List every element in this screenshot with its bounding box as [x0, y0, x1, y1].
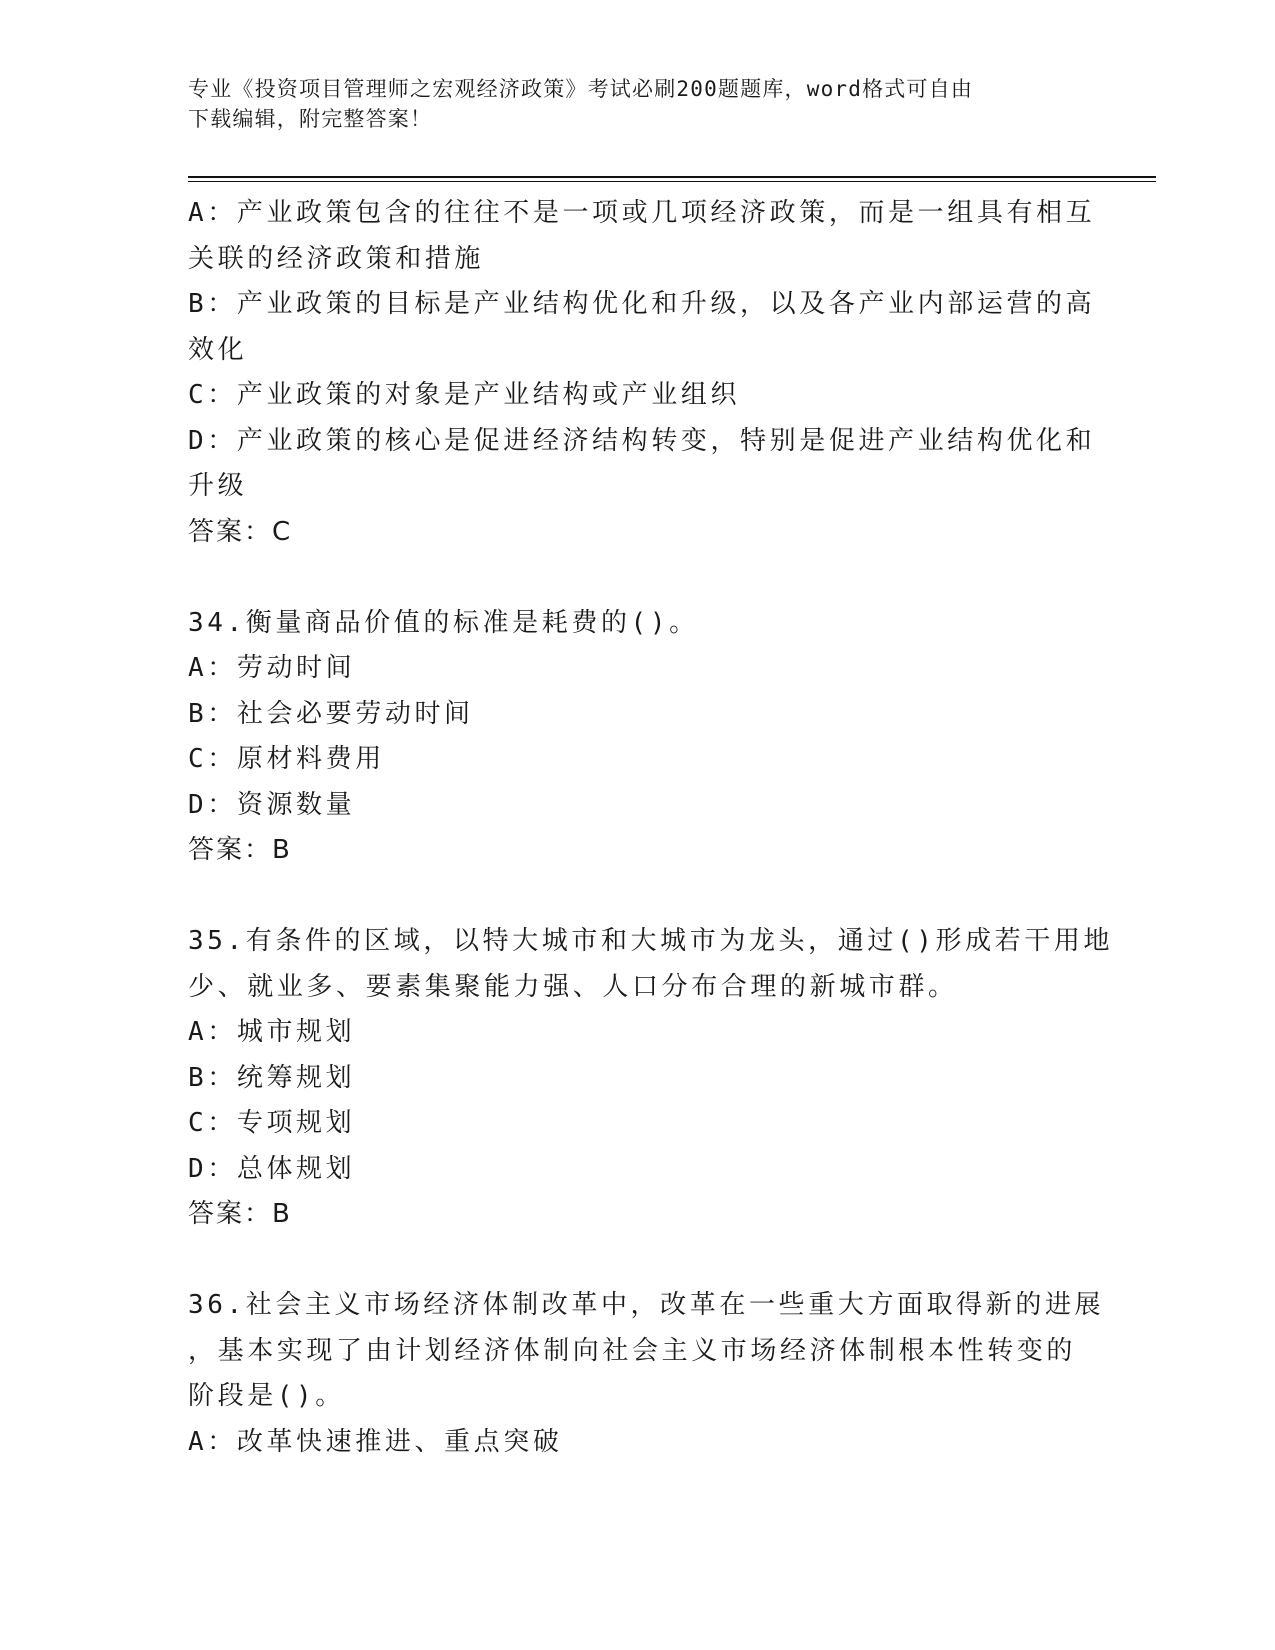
option-b: B：统筹规划 — [188, 1062, 356, 1093]
question-list — [188, 191, 1114, 1465]
question-34 — [188, 601, 1088, 874]
option-a: A：改革快速推进、重点突破 — [188, 1426, 563, 1457]
option-b: B：社会必要劳动时间 — [188, 698, 474, 729]
option-d: D：资源数量 — [188, 789, 356, 820]
header-line-2: 下载编辑，附完整答案！ — [188, 107, 433, 131]
header-divider-thick — [188, 176, 1156, 178]
option-a-line-2: 关联的经济政策和措施 — [188, 243, 485, 274]
option-d: D：总体规划 — [188, 1153, 356, 1184]
option-c: C：专项规划 — [188, 1108, 356, 1138]
question-33-continued — [188, 191, 1096, 555]
spacer — [188, 555, 1088, 601]
question-stem: 34.衡量商品价值的标准是耗费的()。 — [188, 607, 699, 638]
spacer — [188, 1238, 1088, 1284]
option-a-line-1: A：产业政策包含的往往不是一项或几项经济政策，而是一组具有相互 — [188, 198, 1096, 228]
header-line-1: 专业《投资项目管理师之宏观经济政策》考试必刷200题题库，word格式可自由 — [188, 77, 974, 101]
option-c: C：产业政策的对象是产业结构或产业组织 — [188, 380, 741, 410]
question-stem-line-1: 36.社会主义市场经济体制改革中，改革在一些重大方面取得新的进展 — [188, 1290, 1105, 1320]
question-36 — [188, 1283, 1105, 1465]
option-d-line-2: 升级 — [188, 471, 248, 501]
question-stem-line-2: 少、就业多、要素集聚能力强、人口分布合理的新城市群。 — [188, 971, 958, 1002]
answer: 答案：B — [188, 835, 292, 865]
answer: 答案：B — [188, 1199, 292, 1229]
document-header — [188, 74, 1088, 134]
option-b-line-1: B：产业政策的目标是产业结构优化和升级，以及各产业内部运营的高 — [188, 289, 1096, 319]
option-a: A：城市规划 — [188, 1017, 356, 1047]
question-stem-line-3: 阶段是()。 — [188, 1381, 345, 1411]
option-a: A：劳动时间 — [188, 653, 356, 683]
question-35 — [188, 919, 1114, 1238]
option-d-line-1: D：产业政策的核心是促进经济结构转变，特别是促进产业结构优化和 — [188, 425, 1096, 456]
header-divider-thin — [188, 181, 1156, 182]
answer: 答案：C — [188, 516, 293, 547]
option-c: C：原材料费用 — [188, 744, 385, 774]
question-stem-line-1: 35.有条件的区域，以特大城市和大城市为龙头，通过()形成若干用地 — [188, 926, 1114, 956]
spacer — [188, 874, 1088, 920]
option-b-line-2: 效化 — [188, 334, 248, 365]
question-stem-line-2: ，基本实现了由计划经济体制向社会主义市场经济体制根本性转变的 — [188, 1335, 1077, 1366]
